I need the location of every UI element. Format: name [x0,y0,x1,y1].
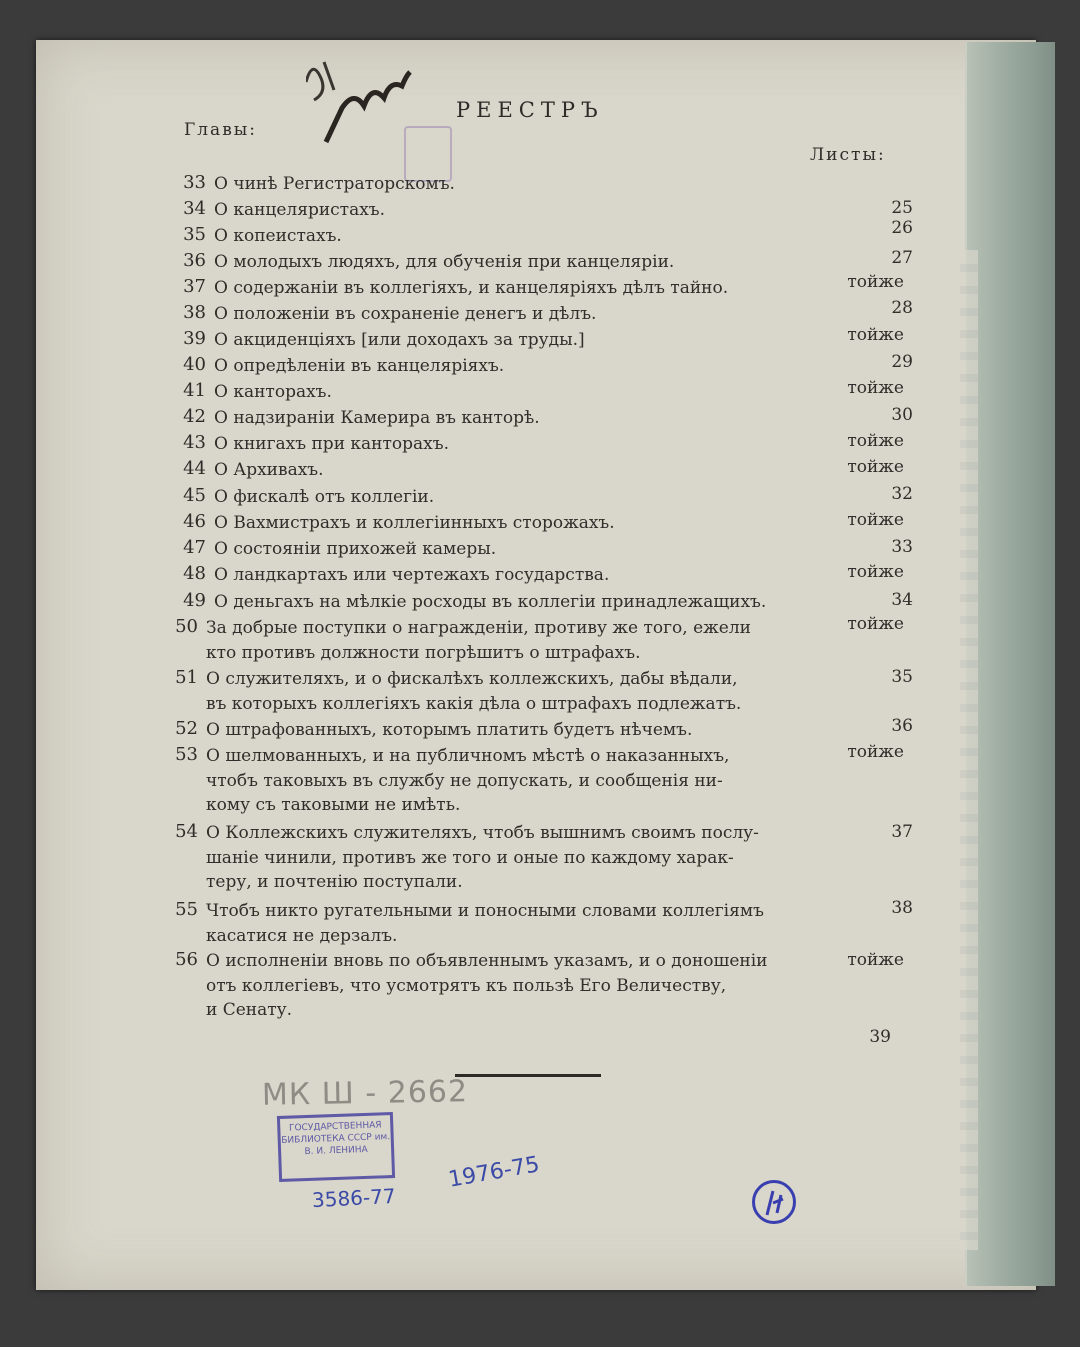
page-number: 37 [891,822,913,842]
chapters-label: Главы: [184,120,258,140]
chapter-number: 52 [175,718,198,739]
chapter-title: О акциденціяхъ [или доходахъ за труды.] [214,330,585,350]
chapter-title: О надзираніи Камерира въ канторѣ. [214,408,540,428]
chapter-number: 55 [175,899,198,920]
final-page-number: 39 [869,1027,891,1047]
library-stamp: ГОСУДАРСТВЕННАЯ БИБЛИОТЕКА СССР им. В. И. ЛЕНИНА [277,1112,395,1182]
chapter-number: 35 [183,224,206,245]
page-title: РЕЕСТРЪ [456,98,604,122]
chapter-number: 40 [183,354,206,375]
chapter-number: 54 [175,821,198,842]
page-number: тойже [847,272,904,292]
chapter-title: О Коллежскихъ служителяхъ, чтобъ вышнимъ своимъ послу- шаніе чинили, противъ же того и оные по каждому харак- теру, и почтенію поступали. [206,823,759,892]
chapter-number: 48 [183,563,206,584]
chapter-title: О канцеляристахъ. [214,200,386,220]
round-stamp-icon [752,1180,796,1224]
page-number: 35 [891,667,913,687]
page-number: тойже [847,431,904,451]
chapter-title: О канторахъ. [214,382,332,402]
page-number: 28 [891,298,913,318]
chapter-number: 34 [183,198,206,219]
chapter-title: О книгахъ при канторахъ. [214,434,449,454]
chapter-title: О Вахмистрахъ и коллегіинныхъ сторожахъ. [214,513,615,533]
page-number: 29 [891,352,913,372]
chapter-number: 45 [183,485,206,506]
chapter-title: О исполненіи вновь по объявленнымъ указамъ, и о доношеніи отъ коллегіевъ, что усмотрятъ къ пользѣ Его Величеству, и Сенату. [206,951,768,1020]
chapter-number: 49 [183,590,206,611]
chapter-title: Чтобъ никто ругательными и поносными словами коллегіямъ касатися не дерзалъ. [206,901,764,946]
page-number: 38 [891,898,913,918]
page-number: 32 [891,484,913,504]
page-number: 33 [891,537,913,557]
chapter-title: О ландкартахъ или чертежахъ государства. [214,565,610,585]
page-number: 30 [891,405,913,425]
chapter-title: О штрафованныхъ, которымъ платить будетъ нѣчемъ. [206,720,693,740]
chapter-title: О фискалѣ отъ коллегіи. [214,487,435,507]
page-number: тойже [847,510,904,530]
page-number: 25 [891,198,913,218]
page-number: тойже [847,325,904,345]
page-number: тойже [847,742,904,762]
page-number: тойже [847,614,904,634]
page-number: тойже [847,457,904,477]
chapter-number: 47 [183,537,206,558]
chapter-title: О опредѣленіи въ канцеляріяхъ. [214,356,505,376]
chapter-number: 51 [175,667,198,688]
inventory-number: 3586-77 [311,1183,397,1213]
chapter-number: 43 [183,432,206,453]
chapter-number: 56 [175,949,198,970]
chapter-title: О шелмованныхъ, и на публичномъ мѣстѣ о наказанныхъ, чтобъ таковыхъ въ службу не допускать, и сообщенія ни- кому съ таковыми не имѣть. [206,746,730,815]
chapter-number: 53 [175,744,198,765]
chapter-number: 41 [183,380,206,401]
shelfmark: МК Ш - 2662 [261,1074,469,1113]
chapter-number: 42 [183,406,206,427]
chapter-title: О содержаніи въ коллегіяхъ, и канцеляріяхъ дѣлъ тайно. [214,278,729,298]
chapter-title: О копеистахъ. [214,226,342,246]
page-number: 27 [891,248,913,268]
pages-label: Листы: [810,145,886,165]
inventory-number-2: 1976-75 [446,1152,542,1193]
chapter-number: 50 [175,616,198,637]
chapter-title: О молодыхъ людяхъ, для обученія при канцеляріи. [214,252,675,272]
chapter-number: 39 [183,328,206,349]
chapter-title: О служителяхъ, и о фискалѣхъ коллежскихъ, дабы вѣдали, въ которыхъ коллегіяхъ какія дѣла о штрафахъ подлежатъ. [206,669,742,714]
chapter-number: 38 [183,302,206,323]
page-number: тойже [847,378,904,398]
page-number: тойже [847,562,904,582]
page-number: 34 [891,590,913,610]
chapter-title: О состояніи прихожей камеры. [214,539,497,559]
chapter-title: За добрые поступки о награжденіи, противу же того, ежели кто противъ должности погрѣшитъ о штрафахъ. [206,618,751,663]
chapter-number: 33 [183,172,206,193]
page-number: 26 [891,218,913,238]
page-number: тойже [847,950,904,970]
chapter-number: 37 [183,276,206,297]
chapter-title: О положеніи въ сохраненіе денегъ и дѣлъ. [214,304,597,324]
chapter-title: О чинѣ Регистраторскомъ. [214,174,455,194]
chapter-title: О Архивахъ. [214,460,324,480]
chapter-number: 44 [183,458,206,479]
end-rule [455,1074,601,1077]
chapter-title: О деньгахъ на мѣлкіе росходы въ коллегіи принадлежащихъ. [214,592,767,612]
chapter-number: 36 [183,250,206,271]
page-number: 36 [891,716,913,736]
chapter-number: 46 [183,511,206,532]
